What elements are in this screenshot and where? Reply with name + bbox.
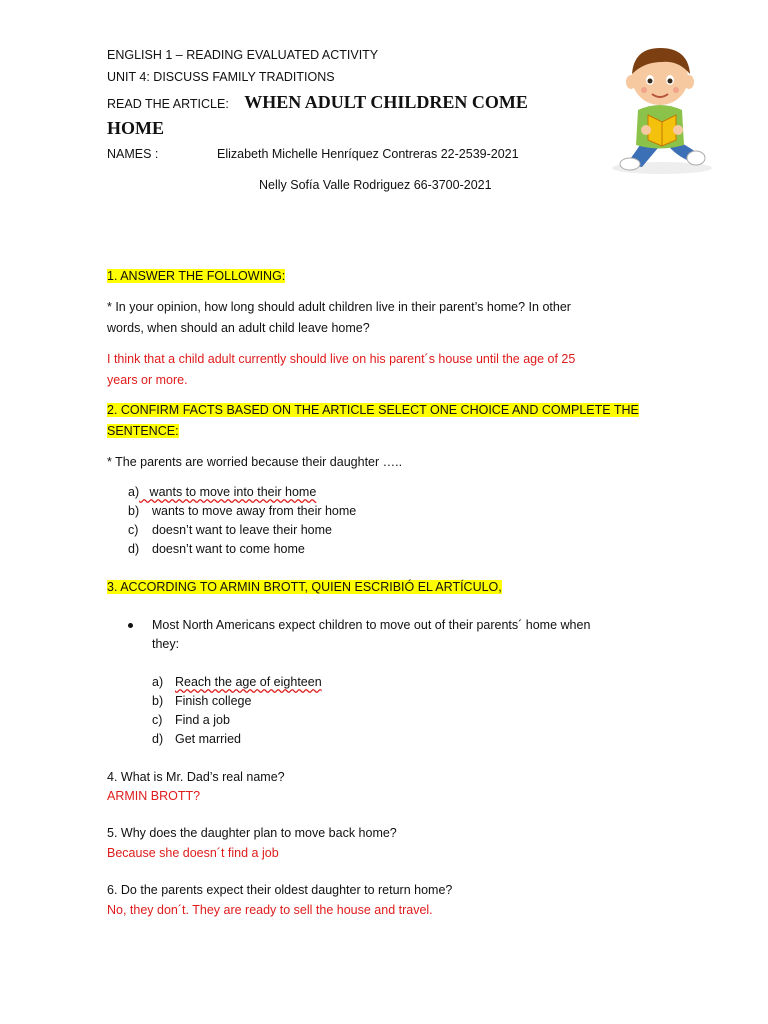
q2-option-c: c) doesn’t want to leave their home (128, 523, 332, 537)
q3-option-d: d) Get married (152, 732, 241, 746)
boy-reading-book-illustration (600, 40, 720, 175)
course-title: ENGLISH 1 – READING EVALUATED ACTIVITY (107, 48, 379, 62)
q4-question: 4. What is Mr. Dad’s real name? (107, 770, 285, 784)
q3-option-c: c) Find a job (152, 713, 230, 727)
q3-prompt-line1: Most North Americans expect children to move out of their parents´ home when (152, 618, 591, 632)
q1-answer-line1: I think that a child adult currently should live on his parent´s house until the age of 25 (107, 352, 576, 366)
q1-question-line2: words, when should an adult child leave home? (107, 321, 370, 335)
read-article-label: READ THE ARTICLE: (107, 97, 229, 111)
q2-option-d: d) doesn’t want to come home (128, 542, 305, 556)
q2-heading-line1: 2. CONFIRM FACTS BASED ON THE ARTICLE SELECT ONE CHOICE AND COMPLETE THE (107, 403, 639, 417)
q2-option-b: b) wants to move away from their home (128, 504, 357, 518)
q5-question: 5. Why does the daughter plan to move back home? (107, 826, 397, 840)
q3-heading: 3. ACCORDING TO ARMIN BROTT, QUIEN ESCRIBIÓ EL ARTÍCULO, (107, 580, 502, 594)
q2-prompt: * The parents are worried because their daughter ….. (107, 455, 403, 469)
q6-question: 6. Do the parents expect their oldest daughter to return home? (107, 883, 453, 897)
article-title-part1: WHEN ADULT CHILDREN COME (244, 92, 528, 112)
q2-option-a: a) wants to move into their home (128, 485, 317, 499)
q3-option-a: a) Reach the age of eighteen (152, 675, 322, 689)
q4-answer: ARMIN BROTT? (107, 789, 201, 803)
article-title-part2: HOME (107, 118, 164, 138)
article-line (107, 92, 528, 113)
q5-answer: Because she doesn´t find a job (107, 846, 279, 860)
q1-answer-line2: years or more. (107, 373, 188, 387)
unit-title: UNIT 4: DISCUSS FAMILY TRADITIONS (107, 70, 335, 84)
q1-heading: 1. ANSWER THE FOLLOWING: (107, 269, 286, 283)
student-name-2: Nelly Sofía Valle Rodriguez 66-3700-2021 (259, 178, 492, 192)
q1-question-line1: * In your opinion, how long should adult children live in their parent’s home? In other (107, 300, 571, 314)
q2-heading-line2: SENTENCE: (107, 424, 179, 438)
q3-prompt-line2: they: (152, 637, 180, 651)
q3-option-b: b) Finish college (152, 694, 252, 708)
student-name-1: Elizabeth Michelle Henríquez Contreras 22-2539-2021 (217, 147, 519, 161)
bullet-icon (128, 623, 133, 628)
q6-answer: No, they don´t. They are ready to sell the house and travel. (107, 903, 433, 917)
names-label: NAMES : (107, 147, 159, 161)
